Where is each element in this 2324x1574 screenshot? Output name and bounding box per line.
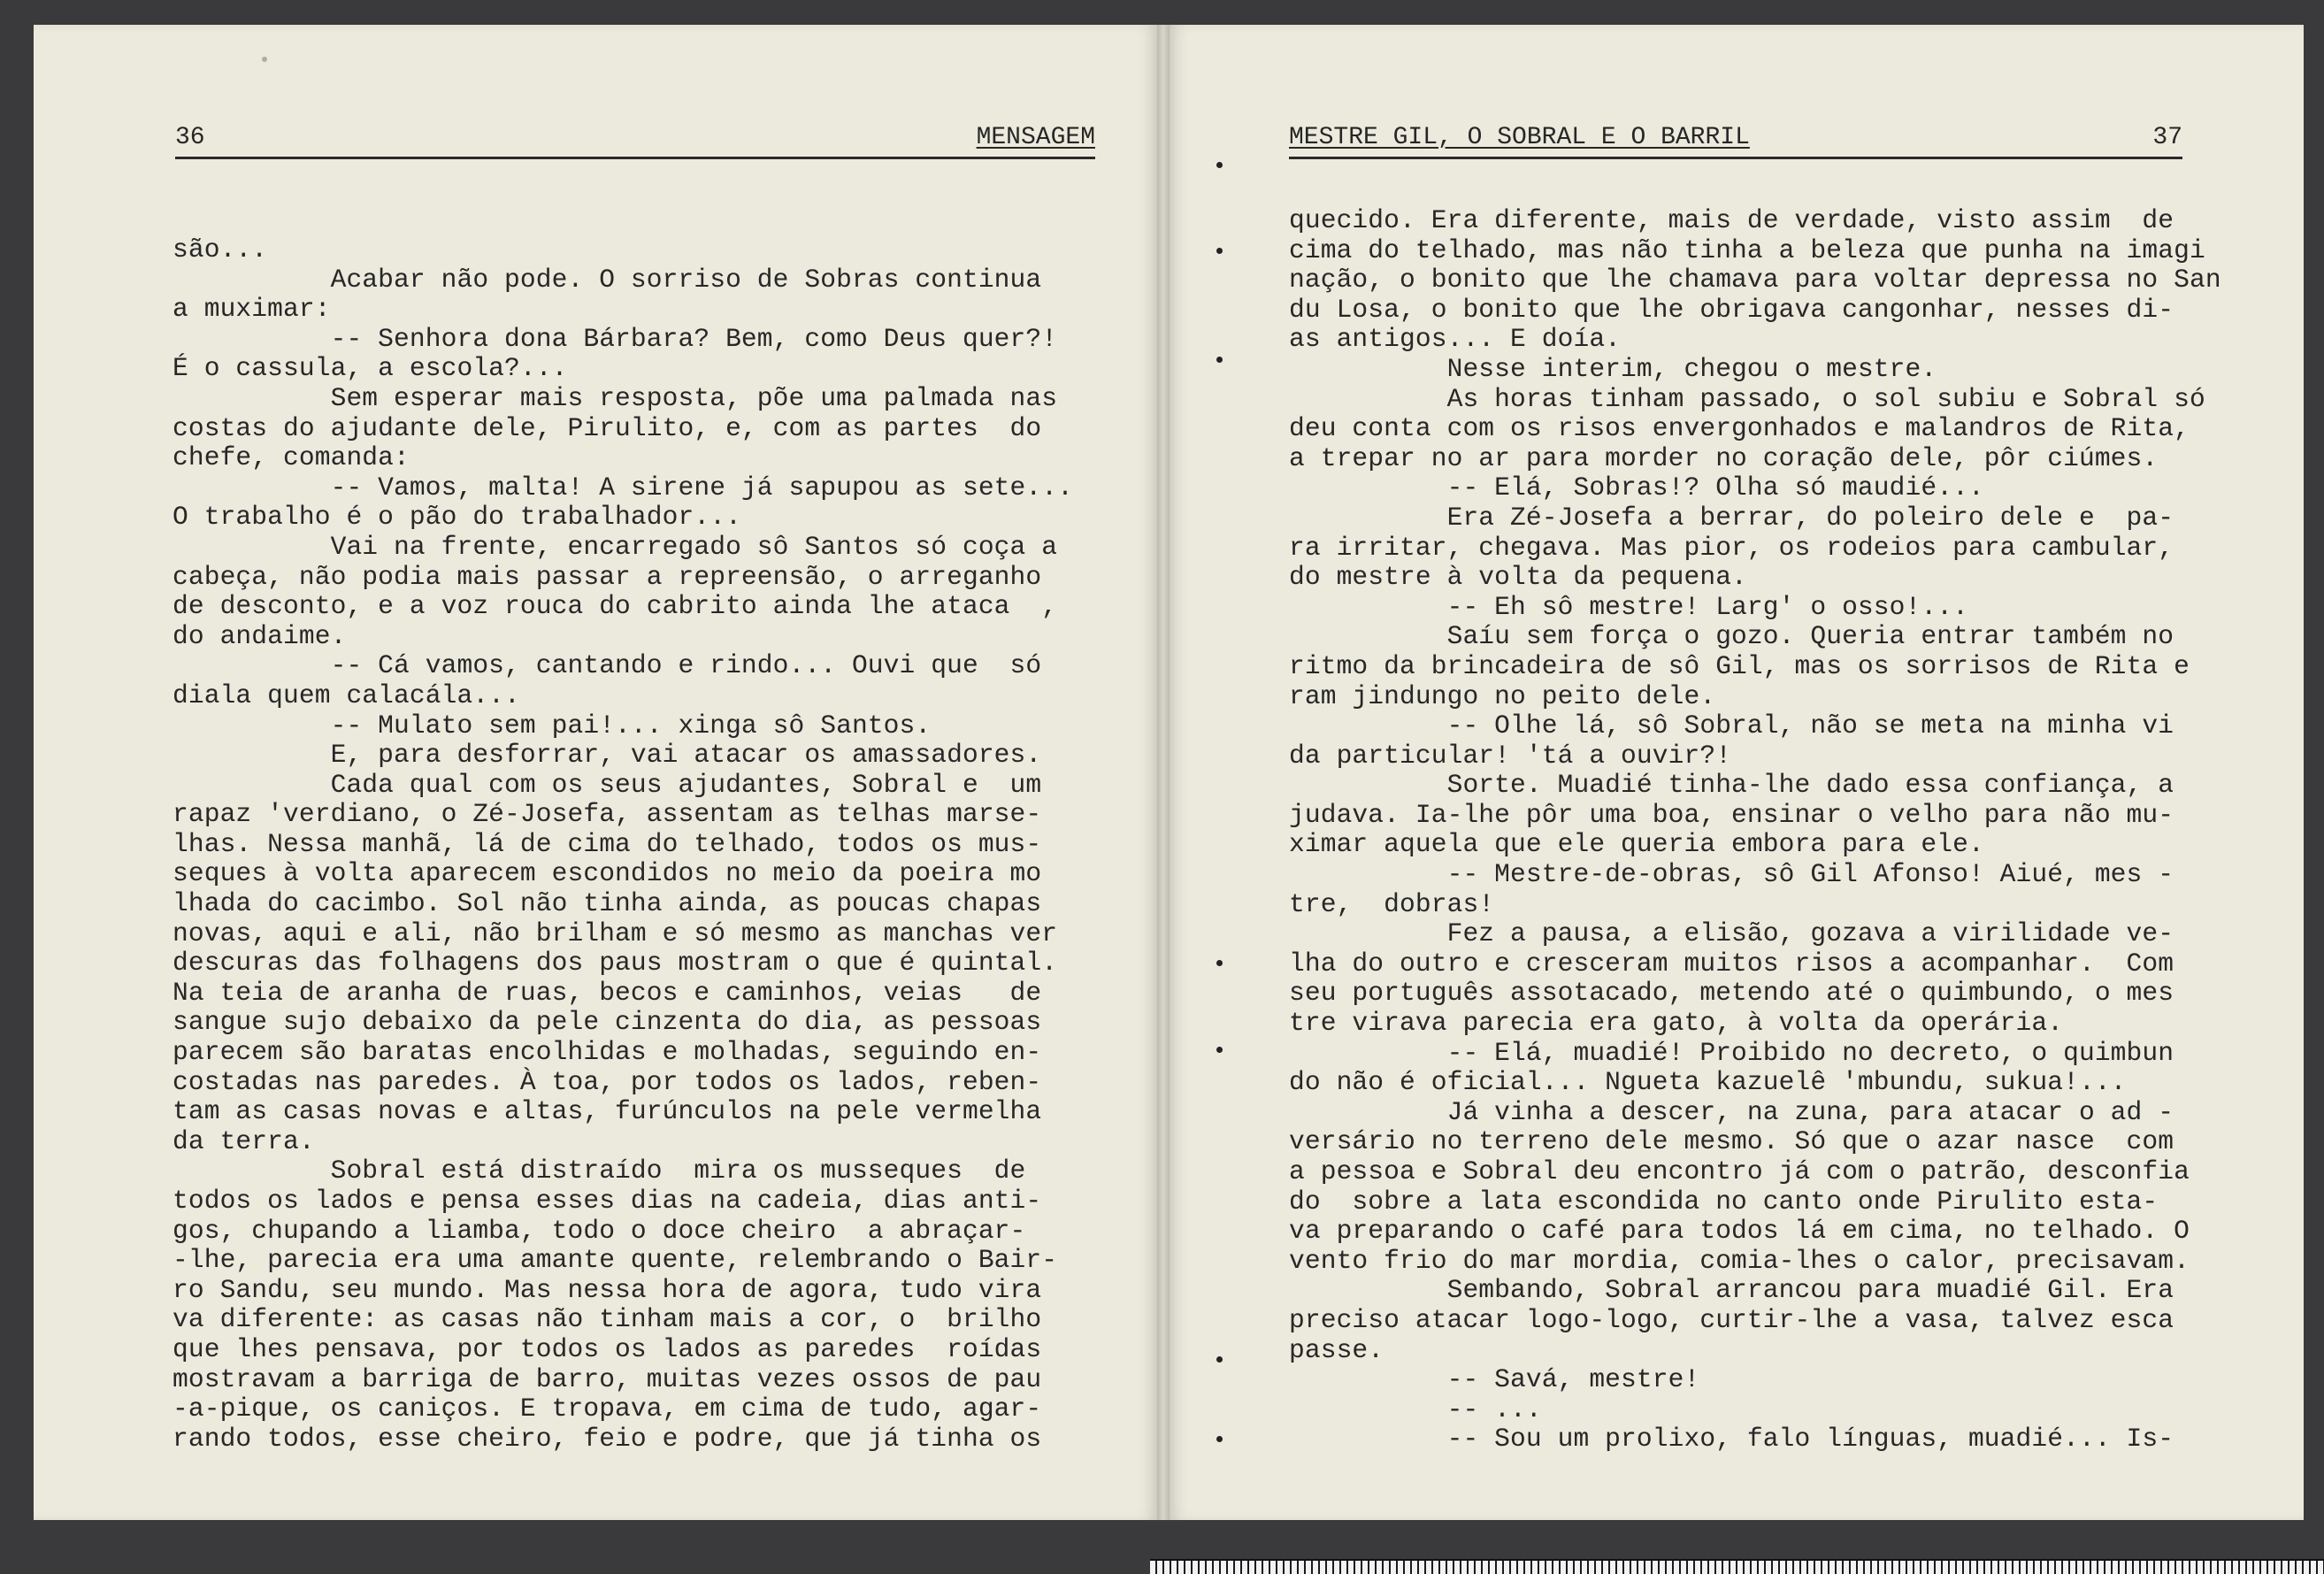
left-running-head: MENSAGEM [976, 124, 1095, 151]
margin-dot [1216, 1436, 1223, 1442]
left-page-body-text: são... Acabar não pode. O sorriso de Sobras continua a muximar: -- Senhora dona Bárbara? Bem, como Deus quer?! É o cassula, a escola?... Sem esperar mais resposta, põe uma palmada nas costas do ajudante dele, Pirulito, e, com as partes do chefe, comanda: -- Vamos, malta! A sirene já sapupou as sete... O trabalho é o pão do trabalhador... Vai na frente, encarregado sô Santos só coça a cabeça, não podia mais passar a repreensão, o arreganho de desconto, e a voz rouca do cabrito ainda lhe ataca , do andaime. -- Cá vamos, cantando e rindo... Ouvi que só diala quem calacála... -- Mulato sem pai!... xinga sô Santos. E, para desforrar, vai atacar os amassadores. Cada qual com os seus ajudantes, Sobral e um rapaz 'verdiano, o Zé-Josefa, assentam as telhas marse- lhas. Nessa manhã, lá de cima do telhado, todos os mus- seques à volta aparecem escondidos no meio da poeira mo lhada do cacimbo. Sol não tinha ainda, as poucas chapas novas, aqui e ali, não brilham e só mesmo as manchas ver descuras das folhagens dos paus mostram o que é quintal. Na teia de aranha de ruas, becos e caminhos, veias de sangue sujo debaixo da pele cinzenta do dia, as pessoas parecem são baratas encolhidas e molhadas, seguindo en- costadas nas paredes. À toa, por todos os lados, reben- tam as casas novas e altas, furúnculos na pele vermelha da terra. Sobral está distraído mira os musseques de todos os lados e pensa esses dias na cadeia, dias anti- gos, chupando a liamba, todo o doce cheiro a abraçar- -lhe, parecia era uma amante quente, relembrando o Bair- ro Sandu, seu mundo. Mas nessa hora de agora, tudo vira va diferente: as casas não tinham mais a cor, o brilho que lhes pensava, por todos os lados as paredes roídas mostravam a barriga de barro, muitas vezes ossos de pau -a-pique, os caniços. E tropava, em cima de tudo, agar- rando todos, esse cheiro, feio e podre, que já tinha os [173, 234, 1073, 1454]
margin-dot [1216, 162, 1223, 168]
right-running-head: MESTRE GIL, O SOBRAL E O BARRIL [1289, 124, 1750, 151]
right-page-number: 37 [2152, 124, 2182, 151]
left-page [34, 25, 1157, 1520]
margin-dot [1216, 960, 1223, 966]
margin-dot [1216, 1356, 1223, 1363]
margin-dot [1216, 357, 1223, 363]
margin-dot [1216, 1047, 1223, 1053]
book-gutter [1157, 25, 1170, 1520]
right-page-body-text: quecido. Era diferente, mais de verdade, visto assim de cima do telhado, mas não tinha a beleza que punha na imagi nação, o bonito que lhe chamava para voltar depressa no San du Losa, o bonito que lhe obrigava cangonhar, nesses di- as antigos... E doía. Nesse interim, chegou o mestre. As horas tinham passado, o sol subiu e Sobral só deu conta com os risos envergonhados e malandros de Rita, a trepar no ar para morder no coração dele, pôr ciúmes. -- Elá, Sobras!? Olha só maudié... Era Zé-Josefa a berrar, do poleiro dele e pa- ra irritar, chegava. Mas pior, os rodeios para cambular, do mestre à volta da pequena. -- Eh sô mestre! Larg' o osso!... Saíu sem força o gozo. Queria entrar também no ritmo da brincadeira de sô Gil, mas os sorrisos de Rita e ram jindungo no peito dele. -- Olhe lá, sô Sobral, não se meta na minha vi da particular! 'tá a ouvir?! Sorte. Muadié tinha-lhe dado essa confiança, a judava. Ia-lhe pôr uma boa, ensinar o velho para não mu- ximar aquela que ele queria embora para ele. -- Mestre-de-obras, sô Gil Afonso! Aiué, mes - tre, dobras! Fez a pausa, a elisão, gozava a virilidade ve- lha do outro e cresceram muitos risos a acompanhar. Com seu português assotacado, metendo até o quimbundo, o mes tre virava parecia era gato, à volta da operária. -- Elá, muadié! Proibido no decreto, o quimbun do não é oficial... Ngueta kazuelê 'mbundu, sukua!... Já vinha a descer, na zuna, para atacar o ad - versário no terreno dele mesmo. Só que o azar nasce com a pessoa e Sobral deu encontro já com o patrão, desconfia do sobre a lata escondida no canto onde Pirulito esta- va preparando o café para todos lá em cima, no telhado. O vento frio do mar mordia, comia-lhes o calor, precisavam. Sembando, Sobral arrancou para muadié Gil. Era preciso atacar logo-logo, curtir-lhe a vasa, talvez esca passe. -- Savá, mestre! -- ... -- Sou um prolixo, falo línguas, muadié... Is- [1289, 205, 2221, 1455]
margin-dot [1216, 248, 1223, 254]
paper-speck [262, 57, 267, 62]
scale-ruler [1150, 1559, 2324, 1574]
left-page-header [175, 88, 1095, 159]
left-page-number: 36 [175, 124, 205, 151]
right-page [1170, 25, 2304, 1520]
right-page-header [1289, 88, 2182, 159]
